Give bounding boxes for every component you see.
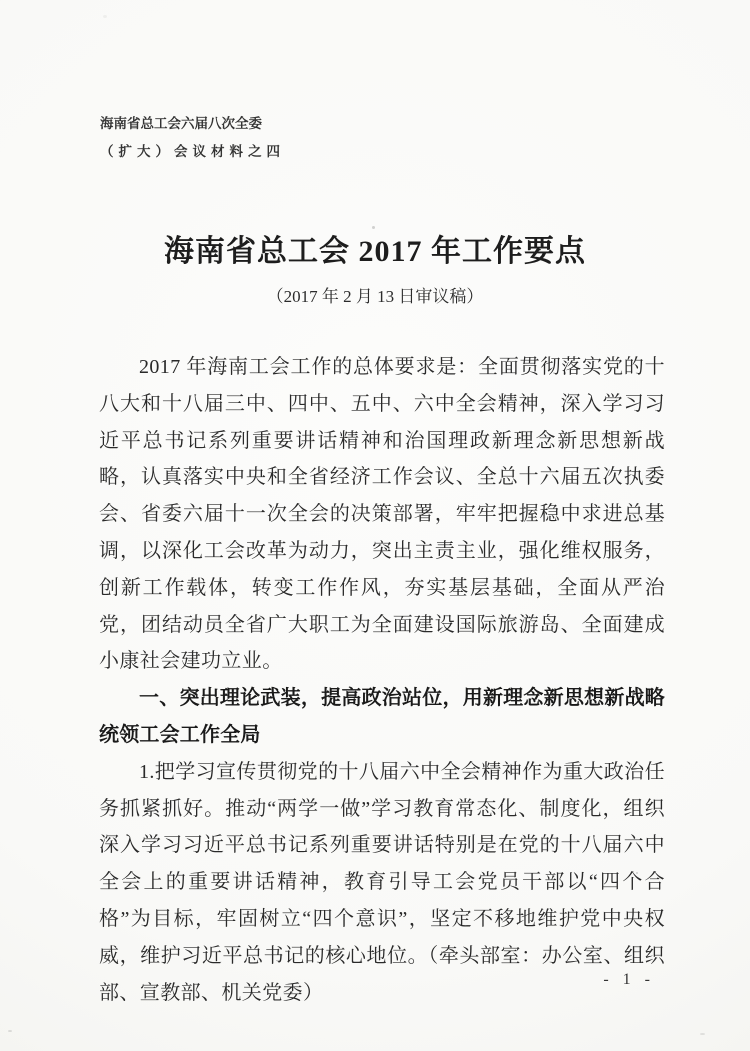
scan-speck: [372, 226, 375, 229]
scan-speck: [103, 15, 107, 18]
paragraph-overall-requirements: 2017 年海南工会工作的总体要求是：全面贯彻落实党的十八大和十八届三中、四中、五中、六中全会精神，深入学习习近平总书记系列重要讲话精神和治国理政新理念新思想新战略，认真落实中央和全省经济工作会议、全总十六届五次执委会、省委六届十一次全会的决策部署，牢牢把握稳中求进总基调，以深化工会改革为动力，突出主责主业，强化维权服务，创新工作载体，转变工作作风，夯实基层基础，全面从严治党，团结动员全省广大职工为全面建设国际旅游岛、全面建成小康社会建功立业。: [99, 356, 665, 673]
document-header: [100, 110, 285, 166]
document-body: [99, 349, 665, 1011]
section-heading-one: 一、突出理论武装，提高政治站位，用新理念新思想新战略统领工会工作全局: [99, 687, 665, 746]
header-material-line: （扩大）会议材料之四: [100, 144, 285, 159]
scan-speck: [700, 1033, 705, 1035]
paragraph-task-one: 1.把学习宣传贯彻党的十八届六中全会精神作为重大政治任务抓紧抓好。推动“两学一做”学习教育常态化、制度化，组织深入学习习近平总书记系列重要讲话特别是在党的十八届六中全会上的重要讲话精神，教育引导工会党员干部以“四个合格”为目标，牢固树立“四个意识”，坚定不移地维护党中央权威，维护习近平总书记的核心地位。（牵头部室：办公室、组织部、宣教部、机关党委）: [99, 760, 665, 1004]
document-title: 海南省总工会 2017 年工作要点: [164, 235, 586, 268]
header-meeting-line: 海南省总工会六届八次全委: [100, 116, 262, 131]
page-number: - 1 -: [603, 971, 655, 988]
scan-speck: [8, 1030, 12, 1032]
document-subtitle: （2017 年 2 月 13 日审议稿）: [266, 287, 484, 306]
scan-speck: [636, 872, 638, 874]
